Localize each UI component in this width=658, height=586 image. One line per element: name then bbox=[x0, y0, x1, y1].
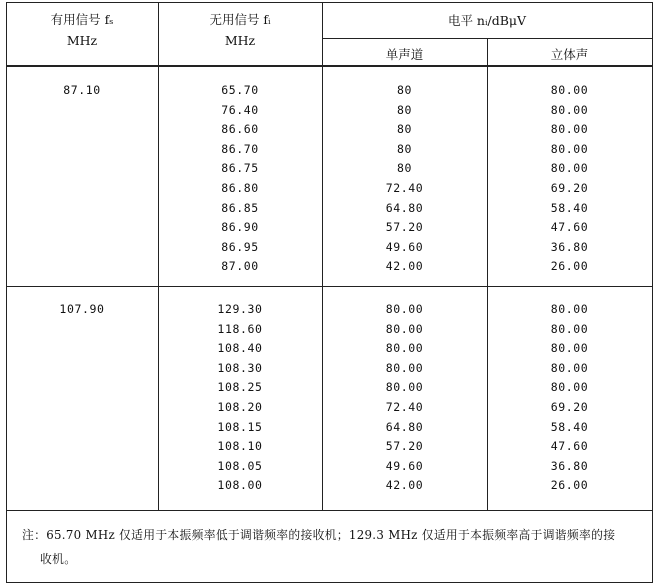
header-unwanted-label: 无用信号 fᵢ bbox=[209, 12, 271, 27]
mono-level-value: 42.00 bbox=[385, 478, 424, 492]
header-wanted-label: 有用信号 fₛ bbox=[50, 12, 114, 27]
stereo-level-value: 26.00 bbox=[550, 259, 589, 273]
stereo-level-value: 47.60 bbox=[550, 439, 589, 453]
level-header-rule bbox=[322, 38, 652, 39]
header-wanted-unit: MHz bbox=[66, 33, 98, 48]
unwanted-signal-value: 108.20 bbox=[217, 400, 263, 414]
header-stereo: 立体声 bbox=[550, 47, 589, 62]
unwanted-signal-value: 129.30 bbox=[217, 302, 263, 316]
unwanted-signal-value: 86.80 bbox=[221, 181, 259, 195]
mono-level-value: 42.00 bbox=[385, 259, 424, 273]
mono-level-value: 80.00 bbox=[385, 302, 424, 316]
stereo-level-value: 80.00 bbox=[550, 83, 589, 97]
mono-level-value: 57.20 bbox=[385, 220, 424, 234]
unwanted-signal-value: 86.70 bbox=[221, 142, 259, 156]
mono-level-value: 64.80 bbox=[385, 201, 424, 215]
unwanted-signal-value: 86.95 bbox=[221, 240, 259, 254]
header-level: 电平 nᵢ/dBμV bbox=[447, 13, 527, 28]
mono-level-value: 72.40 bbox=[385, 400, 424, 414]
unwanted-signal-value: 118.60 bbox=[217, 322, 263, 336]
group-separator-rule bbox=[6, 286, 652, 287]
unwanted-signal-value: 108.30 bbox=[217, 361, 263, 375]
stereo-level-value: 36.80 bbox=[550, 240, 589, 254]
mono-level-value: 57.20 bbox=[385, 439, 424, 453]
stereo-level-value: 80.00 bbox=[550, 302, 589, 316]
mono-level-value: 80.00 bbox=[385, 361, 424, 375]
mono-level-value: 80.00 bbox=[385, 380, 424, 394]
stereo-level-value: 58.40 bbox=[550, 201, 589, 215]
header-bottom-rule bbox=[6, 65, 652, 67]
stereo-level-value: 80.00 bbox=[550, 380, 589, 394]
unwanted-signal-value: 108.25 bbox=[217, 380, 263, 394]
mono-level-value: 80 bbox=[396, 142, 413, 156]
mono-level-value: 49.60 bbox=[385, 459, 424, 473]
unwanted-signal-value: 76.40 bbox=[221, 103, 259, 117]
mono-level-value: 80 bbox=[396, 103, 413, 117]
stereo-level-value: 80.00 bbox=[550, 341, 589, 355]
mono-level-value: 72.40 bbox=[385, 181, 424, 195]
footnote-line-1: 注：65.70 MHz 仅适用于本振频率低于调谐频率的接收机；129.3 MHz 仅适用于本振频率高于调谐频率的接 bbox=[22, 528, 616, 542]
mono-level-value: 80.00 bbox=[385, 322, 424, 336]
mono-level-value: 64.80 bbox=[385, 420, 424, 434]
wanted-signal-value: 107.90 bbox=[59, 302, 105, 316]
stereo-level-value: 80.00 bbox=[550, 361, 589, 375]
header-mono: 单声道 bbox=[385, 47, 424, 62]
footnote bbox=[22, 523, 640, 571]
unwanted-signal-value: 86.75 bbox=[221, 161, 259, 175]
mono-level-value: 80.00 bbox=[385, 341, 424, 355]
mono-level-value: 49.60 bbox=[385, 240, 424, 254]
stereo-level-value: 58.40 bbox=[550, 420, 589, 434]
header-unwanted-signal bbox=[158, 10, 322, 48]
unwanted-signal-value: 65.70 bbox=[221, 83, 259, 97]
stereo-level-value: 80.00 bbox=[550, 322, 589, 336]
stereo-level-value: 69.20 bbox=[550, 400, 589, 414]
stereo-level-value: 80.00 bbox=[550, 142, 589, 156]
stereo-level-value: 80.00 bbox=[550, 161, 589, 175]
unwanted-signal-value: 86.60 bbox=[221, 122, 259, 136]
footnote-line-2: 收机。 bbox=[40, 552, 77, 566]
mono-level-value: 80 bbox=[396, 161, 413, 175]
stereo-level-value: 26.00 bbox=[550, 478, 589, 492]
header-wanted-signal bbox=[6, 10, 158, 48]
unwanted-signal-value: 108.00 bbox=[217, 478, 263, 492]
unwanted-signal-value: 86.85 bbox=[221, 201, 259, 215]
unwanted-signal-value: 108.05 bbox=[217, 459, 263, 473]
stereo-level-value: 47.60 bbox=[550, 220, 589, 234]
unwanted-signal-value: 108.10 bbox=[217, 439, 263, 453]
mono-level-value: 80 bbox=[396, 122, 413, 136]
stereo-level-value: 36.80 bbox=[550, 459, 589, 473]
wanted-signal-value: 87.10 bbox=[63, 83, 101, 97]
stereo-level-value: 69.20 bbox=[550, 181, 589, 195]
stereo-level-value: 80.00 bbox=[550, 122, 589, 136]
unwanted-signal-value: 108.15 bbox=[217, 420, 263, 434]
unwanted-signal-value: 86.90 bbox=[221, 220, 259, 234]
unwanted-signal-value: 87.00 bbox=[221, 259, 259, 273]
header-unwanted-unit: MHz bbox=[224, 33, 256, 48]
unwanted-signal-value: 108.40 bbox=[217, 341, 263, 355]
mono-level-value: 80 bbox=[396, 83, 413, 97]
stereo-level-value: 80.00 bbox=[550, 103, 589, 117]
note-separator-rule bbox=[6, 510, 652, 511]
